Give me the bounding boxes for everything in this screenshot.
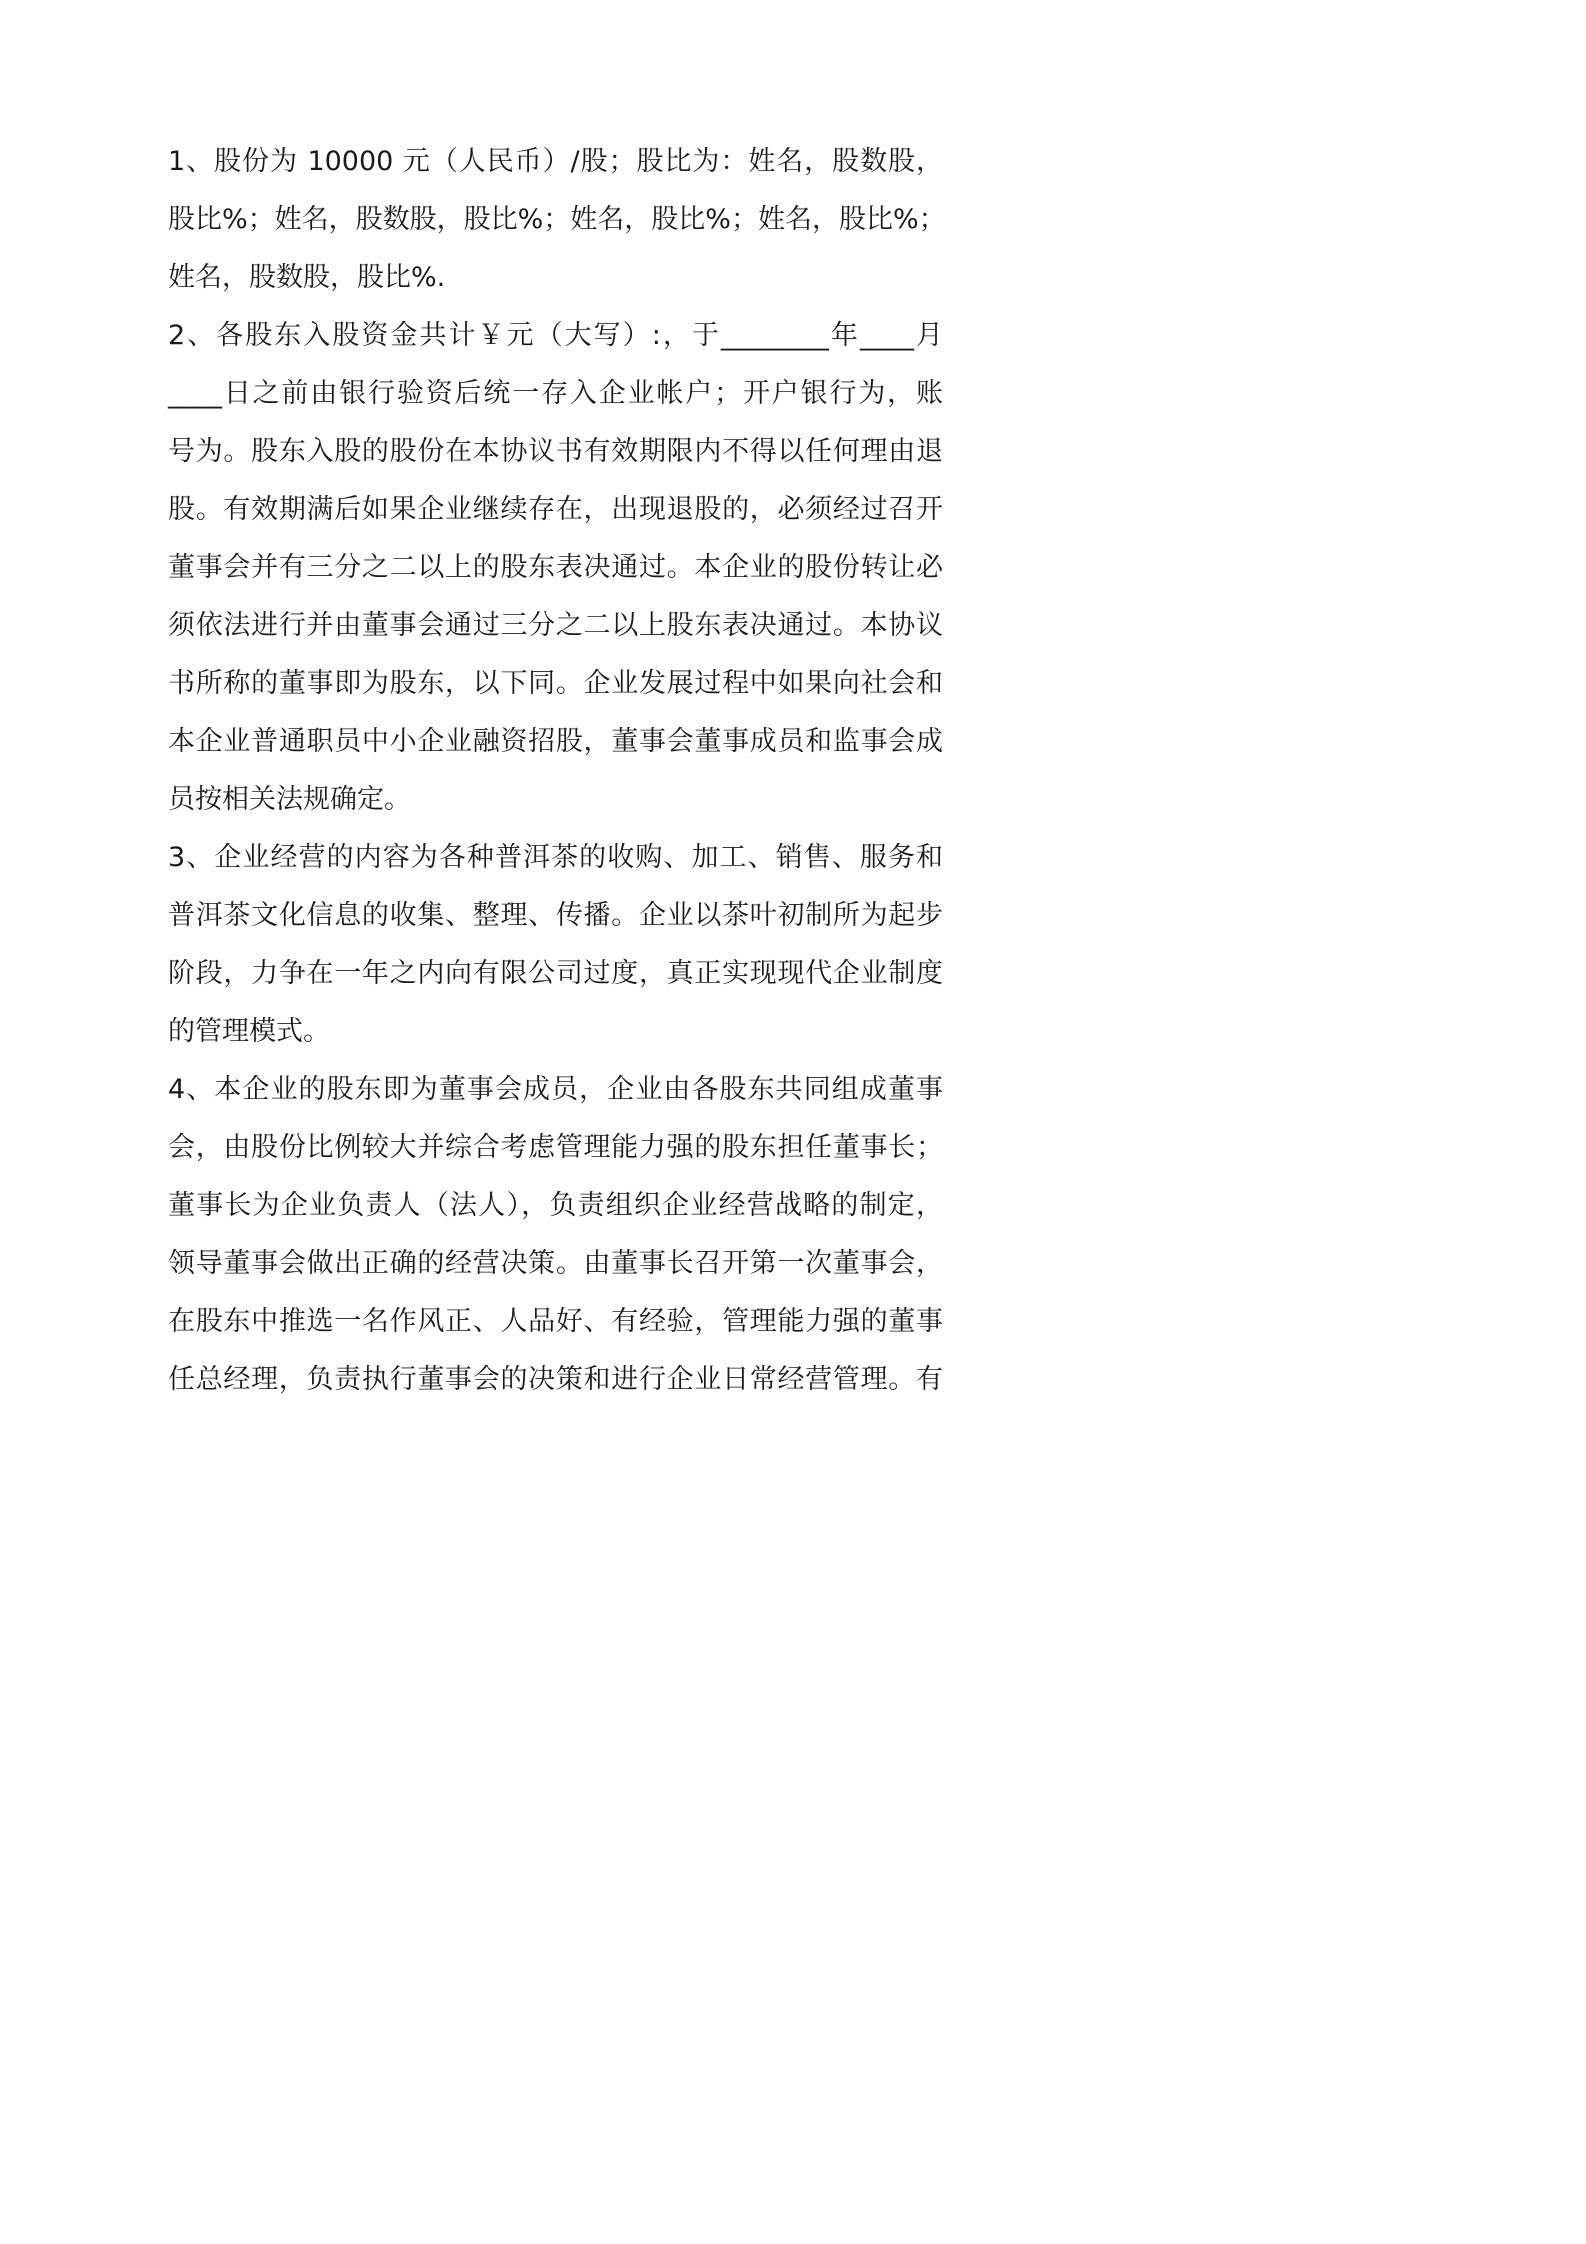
text-line: 姓名，股数股，股比%.: [168, 262, 446, 293]
text-line: ____日之前由银行验资后统一存入企业帐户；开户银行为，账: [168, 378, 943, 409]
text-line: 在股东中推选一名作风正、人品好、有经验，管理能力强的董事: [168, 1306, 943, 1337]
text-line: 任总经理，负责执行董事会的决策和进行企业日常经营管理。有: [168, 1364, 943, 1395]
text-line: 普洱茶文化信息的收集、整理、传播。企业以茶叶初制所为起步: [168, 900, 943, 931]
text-line: 员按相关法规确定。: [168, 784, 411, 815]
agreement-text: [168, 133, 946, 1409]
text-line: 阶段，力争在一年之内向有限公司过度，真正实现现代企业制度: [168, 958, 943, 989]
text-line: 1、股份为 10000 元（人民币）/股；股比为：姓名，股数股，: [168, 146, 943, 177]
text-line: 的管理模式。: [168, 1016, 330, 1047]
text-line: 须依法进行并由董事会通过三分之二以上股东表决通过。本协议: [168, 610, 943, 641]
text-line: 董事会并有三分之二以上的股东表决通过。本企业的股份转让必: [168, 552, 943, 583]
text-line: 股。有效期满后如果企业继续存在，出现退股的，必须经过召开: [168, 494, 943, 525]
text-line: 股比%；姓名，股数股，股比%；姓名，股比%；姓名，股比%；: [168, 204, 946, 235]
text-line: 4、本企业的股东即为董事会成员，企业由各股东共同组成董事: [168, 1074, 943, 1105]
text-line: 本企业普通职员中小企业融资招股，董事会董事成员和监事会成: [168, 726, 943, 757]
document-page: [0, 0, 1105, 1558]
text-line: 号为。股东入股的股份在本协议书有效期限内不得以任何理由退: [168, 436, 943, 467]
text-line: 领导董事会做出正确的经营决策。由董事长召开第一次董事会，: [168, 1248, 943, 1279]
text-line: 3、企业经营的内容为各种普洱茶的收购、加工、销售、服务和: [168, 842, 943, 873]
text-line: 会，由股份比例较大并综合考虑管理能力强的股东担任董事长；: [168, 1132, 943, 1163]
text-line: 2、各股东入股资金共计￥元（大写）:，于________年____月: [168, 320, 943, 351]
text-line: 书所称的董事即为股东，以下同。企业发展过程中如果向社会和: [168, 668, 943, 699]
text-line: 董事长为企业负责人（法人），负责组织企业经营战略的制定，: [168, 1190, 943, 1221]
